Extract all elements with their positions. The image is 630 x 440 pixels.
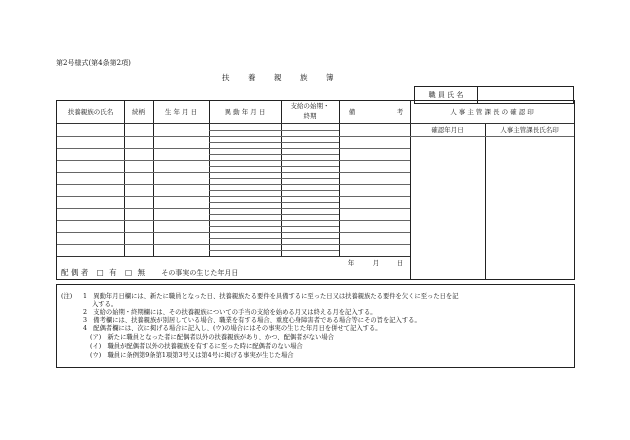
note-line: 1 異動年月日欄には、新たに職員となった日、扶養親族たる要件を具備するに至った日又は扶養親族たる要件を欠くに至った日を記 — [83, 293, 459, 300]
unit-year: 年 — [347, 259, 355, 267]
header-remarks-left: 備 — [348, 108, 356, 116]
unit-day: 日 — [396, 259, 404, 267]
header-birth-date: 生 年 月 日 — [164, 108, 198, 116]
spouse-none-checkbox[interactable]: □ — [125, 268, 133, 277]
unit-month: 月 — [372, 259, 380, 267]
form-number: 第2号様式(第4条第2項) — [56, 59, 131, 67]
row-line — [57, 172, 410, 173]
sub-row-line — [209, 178, 339, 179]
note-line: (ア) 新たに職員となった者に配偶者以外の扶養親族があり、かつ、配偶者がない場合 — [90, 334, 334, 341]
spouse-row — [61, 267, 238, 278]
spouse-has-label: 有 — [109, 268, 117, 277]
title-char: 簿 — [326, 73, 334, 82]
header-director-confirm: 人 事 主 管 課 長 の 確 認 印 — [450, 108, 534, 116]
title-char: 親 — [274, 73, 282, 82]
sub-row-line — [209, 238, 339, 239]
sub-row-line — [209, 214, 339, 215]
sub-row-line — [209, 166, 339, 167]
header-change-date: 異 動 年 月 日 — [224, 108, 266, 116]
header-remarks-right: 考 — [396, 108, 404, 116]
notes-prefix: (注) — [61, 293, 73, 300]
row-line — [57, 196, 410, 197]
sub-row-line — [209, 130, 339, 131]
row-line — [57, 136, 410, 137]
spouse-event-date-label: その事実の生じた年月日 — [161, 269, 239, 277]
note-line: (ウ) 職員に条例第9条第1項第3号又は第4号に掲げる事実が生じた場合 — [90, 352, 294, 359]
sub-row-line — [209, 250, 339, 251]
sub-row-line — [209, 226, 339, 227]
spouse-none-label: 無 — [137, 268, 146, 277]
title-char: 養 — [248, 73, 256, 82]
header-director-name: 人事主管課長氏名印 — [500, 126, 559, 134]
row-line — [57, 244, 410, 245]
sub-row-line — [209, 190, 339, 191]
row-line — [57, 208, 410, 209]
row-line — [57, 220, 410, 221]
spouse-has-checkbox[interactable]: □ — [96, 268, 104, 277]
header-divider — [57, 123, 574, 124]
header-relationship: 続柄 — [132, 108, 145, 116]
note-line: 入する。 — [92, 301, 118, 308]
title-char: 扶 — [222, 73, 230, 82]
note-line: 2 支給の始期・終期欄には、その扶養親族についての手当の支給を始める月又は終える月を記入する。 — [83, 309, 377, 316]
title-char: 族 — [300, 73, 308, 82]
sub-row-line — [209, 154, 339, 155]
header-allowance-period-line2: 終期 — [303, 112, 317, 120]
row-line — [57, 160, 410, 161]
form-title — [222, 72, 352, 83]
notes-box — [56, 284, 575, 368]
row-line — [57, 184, 410, 185]
header-confirm-date: 確認年月日 — [431, 126, 464, 134]
header-allowance-period-line1: 支給の始期・ — [290, 102, 330, 110]
officer-name-label: 職 員 氏 名 — [415, 87, 478, 103]
sub-row-line — [209, 142, 339, 143]
row-line — [57, 148, 410, 149]
note-line: 4 配偶者欄には、次に掲げる場合に記入し、(ウ)の場合にはその事実の生じた年月日を併せて記入する。 — [83, 325, 382, 332]
spouse-divider — [57, 256, 410, 257]
confirm-subheader-divider — [410, 136, 574, 137]
sub-row-line — [209, 202, 339, 203]
spouse-label: 配 偶 者 — [61, 268, 89, 277]
register-table — [56, 100, 575, 280]
row-line — [57, 232, 410, 233]
note-line: (イ) 職員が配偶者以外の扶養親族を有するに至った時に配偶者のない場合 — [90, 343, 303, 350]
col-divider — [485, 123, 486, 279]
note-line: 3 備考欄には、扶養親族が別居している場合、職業を有する場合、重度心身障害者である場合等にその旨を記入する。 — [83, 317, 421, 324]
header-relative-name: 扶養親族の氏名 — [67, 108, 114, 116]
